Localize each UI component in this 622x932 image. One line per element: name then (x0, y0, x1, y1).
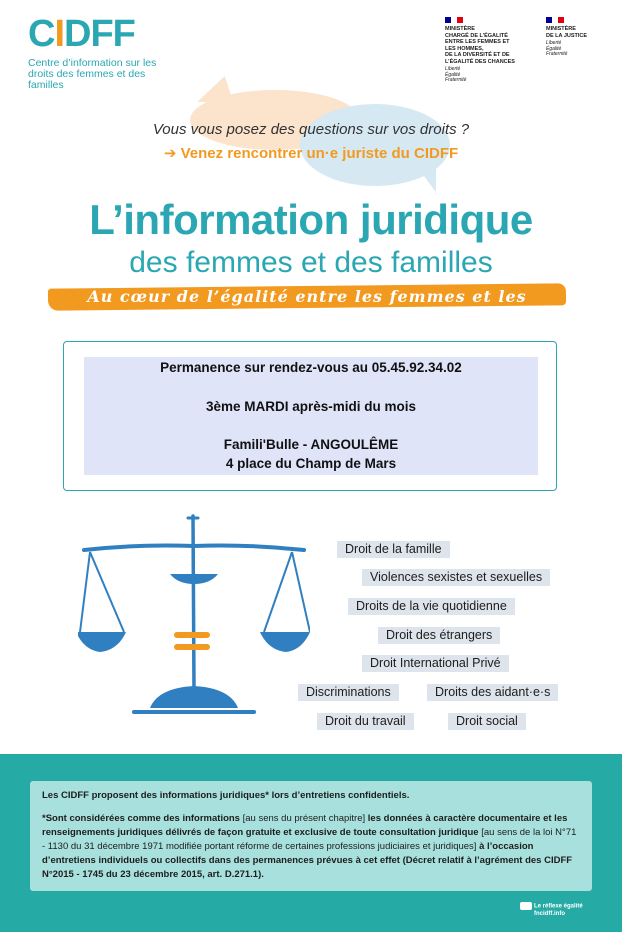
ministry1-line: CHARGÉ DE L’ÉGALITÉ (445, 32, 508, 39)
appointment-place: Famili'Bulle - ANGOULÊME (223, 437, 399, 452)
topic-tag: Droit International Privé (362, 655, 509, 672)
ministry1-motto: Liberté Égalité Fraternité (445, 66, 467, 83)
main-title: L’information juridique (89, 196, 533, 243)
reflex-icon (520, 902, 532, 910)
ministry2-line: MINISTÈRE (546, 26, 576, 32)
cidff-logo: CIDFF (28, 13, 135, 55)
topic-tag: Discriminations (298, 684, 399, 701)
sub-title: des femmes et des familles (129, 246, 493, 279)
ministry1-line: ENTRE LES FEMMES ET (445, 39, 510, 45)
intro-cta: ➔ Venez rencontrer un·e juriste du CIDFF (163, 145, 459, 162)
topic-tag: Droit social (448, 713, 526, 730)
ministry1-line: DE LA DIVERSITÉ ET DE (445, 52, 510, 58)
logo-subtitle: Centre d’information sur les droits des femmes et des familles (28, 57, 157, 91)
topic-tag: Droits de la vie quotidienne (348, 598, 515, 615)
appointment-address: 4 place du Champ de Mars (225, 456, 397, 471)
ministry-egalite-logo (445, 17, 535, 84)
appointment-phone: Permanence sur rendez-vous au 05.45.92.34.02 (160, 360, 462, 375)
topic-tag: Droits des aidant·e·s (427, 684, 558, 701)
footer-intro: Les CIDFF proposent des informations juridiques* lors d’entretiens confidentiels. (42, 790, 410, 801)
topic-tag: Droit du travail (317, 713, 414, 730)
french-flag-icon (445, 17, 463, 23)
topic-tag: Droit des étrangers (378, 627, 500, 644)
french-flag-icon (546, 17, 564, 23)
scale-of-justice-icon (78, 512, 310, 732)
ministry2-line: DE LA JUSTICE (546, 32, 588, 39)
topic-tag: Violences sexistes et sexuelles (362, 569, 550, 586)
ministry1-line: L’ÉGALITÉ DES CHANCES (445, 58, 515, 65)
ministry2-motto: Liberté Égalité Fraternité (546, 40, 568, 57)
topic-tag: Droit de la famille (337, 541, 450, 558)
reflex-egalite-logo: Le réflexe égalité fncidff.info (520, 902, 583, 918)
intro-question: Vous vous posez des questions sur vos droits ? (152, 121, 470, 138)
footer-definition: *Sont considérées comme des informations [au sens du présent chapitre] les données à caractère documentaire et les renseignements juridiques délivrés de façon gratuite et exclusive de toute consultation juridique [au sens de la loi N°71 - 1130 du 31 décembre 1971 modifiée portant réforme de certaines professions judiciaires et juridiques] à l’occasion d’entretiens individuels ou collectifs dans des permanences prévues à cet effet (Décret relatif à l’agrément des CIDFF N°2015 - 1745 du 23 décembre 2015, art. D.271.1). (42, 813, 577, 880)
ministry1-line: MINISTÈRE (445, 26, 475, 32)
ministry-justice-logo (546, 17, 606, 58)
slogan-text: Au cœur de l’égalité entre les femmes et les hommes (87, 287, 527, 328)
appointment-schedule: 3ème MARDI après-midi du mois (205, 399, 417, 414)
ministry1-line: LES HOMMES, (445, 45, 484, 52)
